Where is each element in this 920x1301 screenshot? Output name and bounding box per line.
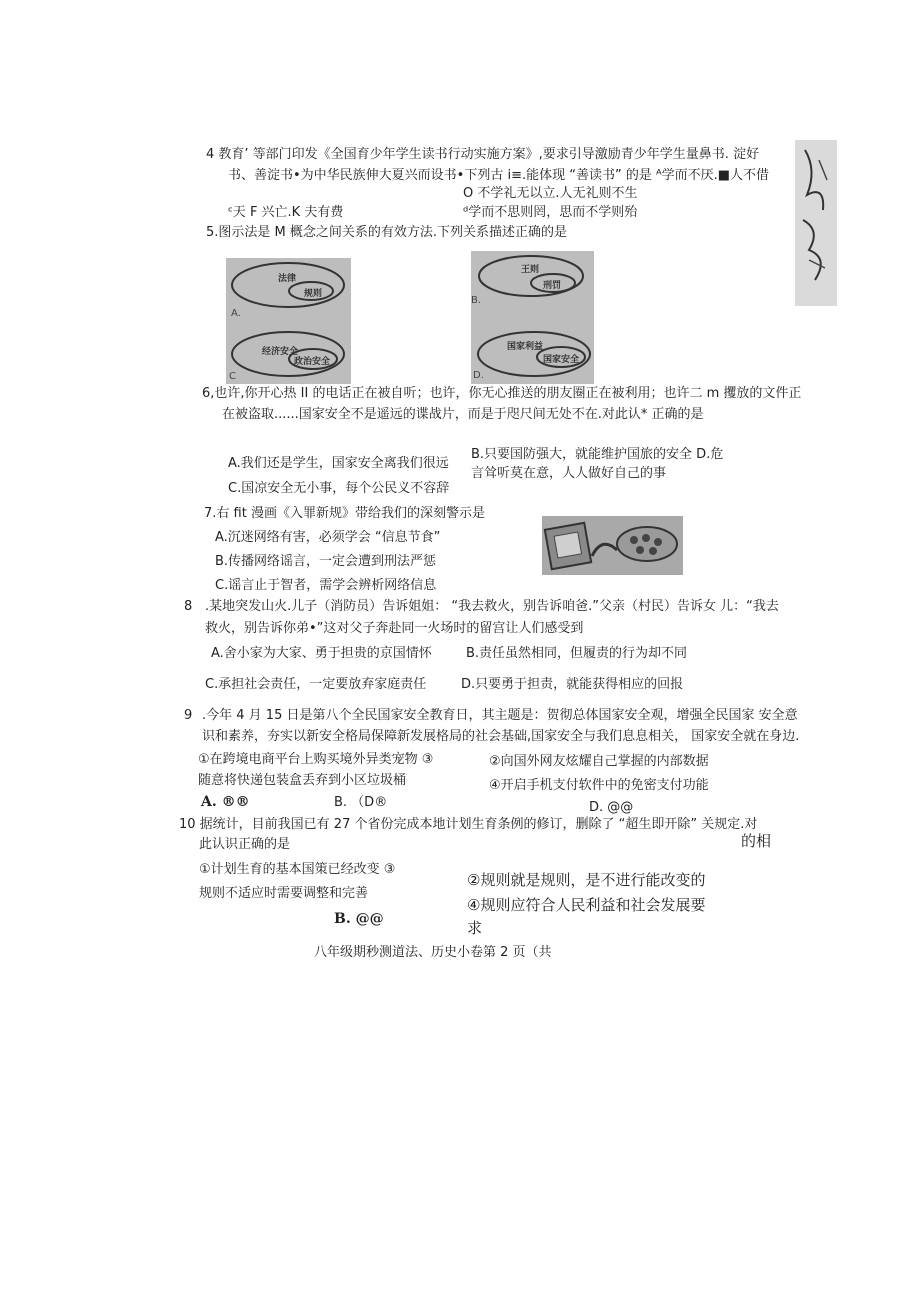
q4-option-d: ᵈ学而不思则罔，思而不学则殆 (463, 205, 638, 220)
q5-figure-bd (471, 251, 594, 384)
q10-stem-line1: 10 据统计，目前我国已有 27 个省份完成本地计划生育条例的修订，删除了 “超生即开除” 关规定.对 (179, 817, 758, 832)
q8-option-a: A.舍小家为大家、勇于担贵的京国情怀 (211, 646, 432, 661)
handwriting-strokes (795, 140, 837, 306)
q9-item-3: 随意将快递包装盒丢弃到小区垃圾桶 (198, 773, 407, 788)
venn-d-inner-label: 国家安全 (543, 355, 580, 365)
q8-option-d: D.只要勇于担责，就能获得相应的回报 (461, 677, 684, 692)
q9-stem-line2: 识和素养，夯实以新安全格局保障新发展格局的社会基础,国家安全与我们息息相关， 国家安全就在身边. (202, 729, 800, 744)
q10-item-4-cont: 求 (467, 919, 483, 937)
q10-item-1: ①计划生育的基本国策已经改变 ③ (199, 862, 396, 877)
margin-handwriting (795, 140, 837, 306)
q7-option-b: B.传播网络谣言，一定会遭到刑法严惩 (215, 554, 437, 569)
q9-item-2: ②向国外网友炫耀自己掌握的内部数据 (489, 754, 709, 769)
venn-d-outer-label: 国家利益 (507, 342, 544, 352)
q10-stem-line2: 此认识正确的是 (199, 837, 291, 852)
q10-item-4: ④规则应符合人民利益和社会发展要 (467, 896, 706, 914)
q5-stem: 5.图示法是 M 概念之间关系的有效方法.下列关系描述正确的是 (206, 225, 568, 240)
venn-b-inner-label: 刑罚 (543, 281, 562, 291)
venn-c-outer-label: 经济安全 (262, 347, 299, 357)
page-footer: 八年级期秒测道法、历史小卷第 2 页（共 (314, 945, 552, 960)
venn-c-inner-label: 政治安全 (294, 357, 331, 367)
venn-a-letter: A. (231, 308, 241, 319)
q9-option-d: D. @@ (589, 800, 634, 815)
q7-stem: 7.右 fit 漫画《入罪新规》带给我们的深刻警示是 (204, 506, 485, 521)
q8-stem-line1: .某地突发山火.儿子（消防员）告诉姐姐： “我去救火，别告诉咱爸.”父亲（村民）告诉女 儿：“我去 (205, 599, 779, 614)
q10-option-b: B. @@ (334, 911, 384, 927)
q4-option-b: O 不学礼无以立.人无礼则不生 (463, 186, 638, 201)
q4-stem-line2: 书、善淀书•为中华民族伸大夏兴而设书•下列古 i≡.能体现 “善读书” 的是 ᴬ学而不厌.■人不借 (228, 168, 769, 183)
q7-comic-drawing (542, 516, 683, 575)
q8-option-c: C.承担社会责任，一定要放弃家庭责任 (205, 677, 427, 692)
q4-option-c: ᶜ天 F 兴亡.K 夫有费 (228, 205, 344, 220)
q6-option-b: B.只要国防强大，就能维护国旅的安全 D.危 (471, 447, 724, 462)
venn-a-outer-label: 法律 (278, 274, 297, 284)
q7-comic (542, 516, 683, 575)
q7-option-c: C.谣言止于智者，需学会辨析网络信息 (215, 578, 437, 593)
q8-option-b: B.责任虽然相同，但履责的行为却不同 (466, 646, 688, 661)
q7-option-a: A.沉迷网络有害，必须学会 “信息节食” (215, 530, 441, 545)
q9-option-a: A. ®® (201, 794, 250, 810)
q6-stem-line2: 在被盗取......国家安全不是遥远的谍战片，而是于咫尺间无处不在.对此认* 正确的是 (222, 407, 704, 422)
venn-c-letter: C (229, 371, 236, 382)
q10-item-2: ②规则就是规则，是不进行能改变的 (467, 871, 706, 889)
venn-b-letter: B. (471, 295, 482, 306)
q6-option-bd-cont: 言耸听莫在意，人人做好自己的事 (471, 466, 667, 481)
q10-stem-side: 的相 (741, 832, 772, 850)
q5-figure-ac (226, 258, 351, 384)
q9-item-1: ①在跨境电商平台上购买境外异类宠物 ③ (198, 752, 434, 767)
q6-option-c: C.国凉安全无小事，每个公民义不容辞 (228, 481, 450, 496)
q9-number: 9 (184, 708, 193, 723)
q6-stem-line1: 6,也许,你开心热 II 的电话正在被自听；也许，你无心推送的朋友圈正在被利用；也许二 m 攫放的文件正 (202, 386, 802, 401)
q9-stem-line1: .今年 4 月 15 日是第八个全民国家安全教育日，其主题是：贺彻总体国家安全观，增强全民国家 安全意 (202, 708, 798, 723)
q8-stem-line2: 救火，别告诉你弟•”这对父子奔赴同一火场时的留宫让人们感受到 (205, 621, 584, 636)
q6-option-a: A.我们还是学生，国家安全离我们很远 (228, 456, 449, 471)
venn-b-outer-label: 王则 (521, 265, 540, 275)
q8-number: 8 (184, 599, 193, 614)
venn-d-letter: D. (473, 370, 484, 381)
q9-option-b: B. （D® (334, 795, 388, 810)
q9-item-4: ④开启手机支付软件中的免密支付功能 (489, 778, 709, 793)
venn-a-inner-label: 规则 (304, 289, 323, 299)
q4-stem-line1: 4 教育’ 等部门印发《全国育少年学生读书行动实施方案》,要求引导激励青少年学生量鼻书. 淀好 (206, 147, 760, 162)
q10-item-3: 规则不适应时需要调整和完善 (199, 886, 369, 901)
